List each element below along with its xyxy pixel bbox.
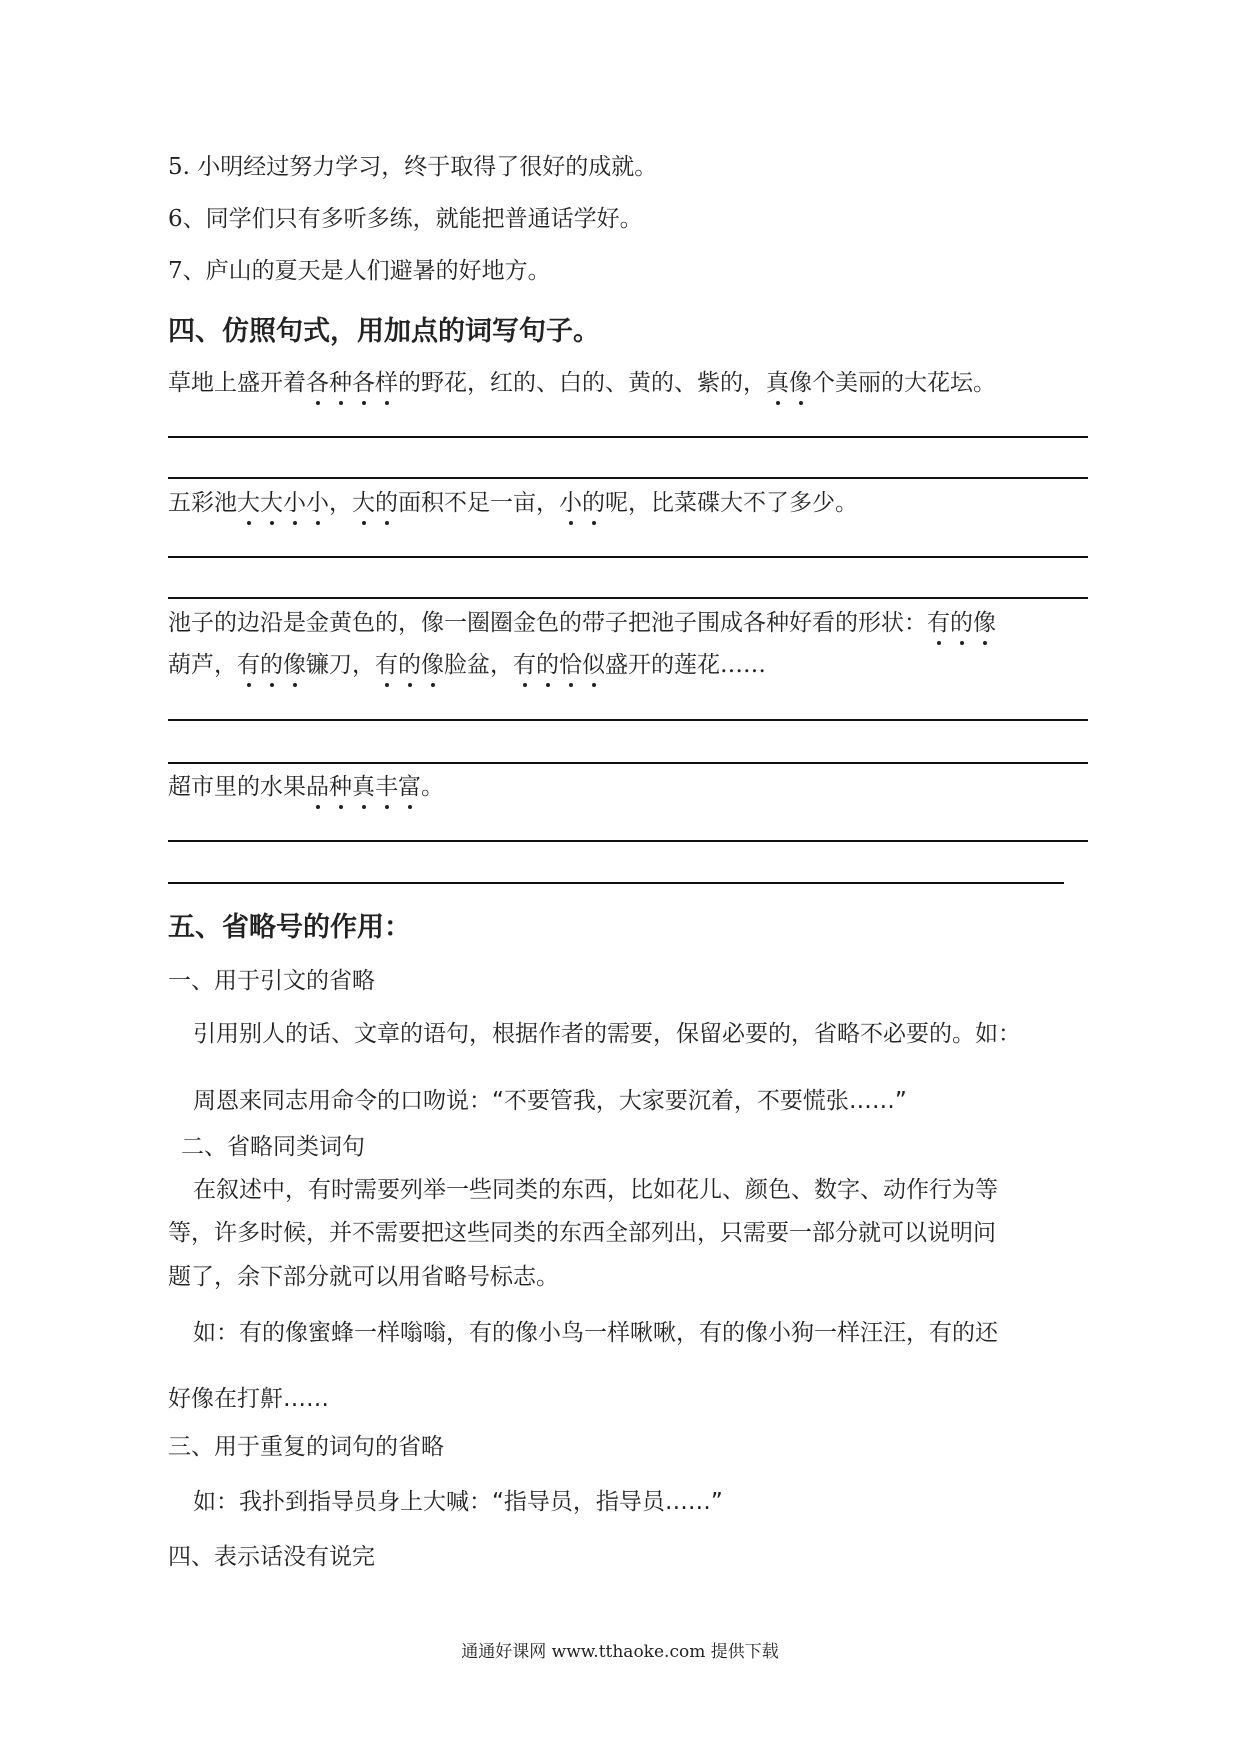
emphasis-dot-char: 小 [283,490,306,516]
ex3-text-2e: 脸盆， [444,652,513,678]
ex1-text-a: 草地上盛开着 [168,370,306,396]
item-3-example: 如：我扑到指导员身上大喊：“指导员，指导员……” [193,1489,723,1515]
ex1-dotted-word-1 [306,370,398,396]
ex2-dotted-word-3 [559,490,605,516]
item-1-description: 引用别人的话、文章的语句，根据作者的需要，保留必要的，省略不必要的。如： [193,1021,1021,1047]
emphasis-dot-char: 大 [237,490,260,516]
emphasis-dot-char: 有 [513,652,536,678]
ex3-dotted-word-4 [513,652,605,678]
item-2-description-line-3: 题了，余下部分就可以用省略号标志。 [168,1264,559,1290]
emphasis-dot-char: 的 [950,610,973,636]
emphasis-dot-char: 品 [306,774,329,800]
emphasis-dot-char: 真 [352,774,375,800]
exercise-3-line-2 [168,650,766,680]
emphasis-dot-char: 像 [973,610,996,636]
item-2-title: 二、省略同类词句 [181,1134,365,1160]
ex3-dotted-word-1 [927,610,996,636]
item-2-example-line-1: 如：有的像蜜蜂一样嗡嗡，有的像小鸟一样啾啾，有的像小狗一样汪汪，有的还 [193,1320,998,1346]
emphasis-dot-char: 种 [329,370,352,396]
emphasis-dot-char: 的 [536,652,559,678]
ex2-dotted-word-2 [352,490,398,516]
emphasis-dot-char: 小 [306,490,329,516]
emphasis-dot-char: 真 [766,370,789,396]
ex3-text-2c: 镰刀， [306,652,375,678]
emphasis-dot-char: 丰 [375,774,398,800]
ex3-text-2g: 盛开的莲花…… [605,652,766,678]
ex3-text-2a: 葫芦， [168,652,237,678]
sentence-7: 7、庐山的夏天是人们避暑的好地方。 [168,258,551,284]
section-5-heading: 五、省略号的作用： [168,912,411,943]
item-1-title: 一、用于引文的省略 [168,968,375,994]
ex3-dotted-word-2 [237,652,306,678]
answer-line[interactable] [168,882,1064,884]
ex2-dotted-word-1 [237,490,329,516]
item-3-title: 三、用于重复的词句的省略 [168,1434,444,1460]
emphasis-dot-char: 有 [237,652,260,678]
emphasis-dot-char: 各 [352,370,375,396]
ex1-text-c: 的野花，红的、白的、黄的、紫的， [398,370,766,396]
page-footer: 通通好课网 www.tthaoke.com 提供下载 [461,1642,779,1662]
item-1-example: 周恩来同志用命令的口吻说：“不要管我，大家要沉着，不要慌张……” [193,1088,907,1114]
emphasis-dot-char: 的 [398,652,421,678]
item-2-description-line-1: 在叙述中，有时需要列举一些同类的东西，比如花儿、颜色、数字、动作行为等 [193,1177,998,1203]
item-4-title: 四、表示话没有说完 [168,1544,375,1570]
ex2-text-e: 面积不足一亩， [398,490,559,516]
ex4-text-a: 超市里的水果 [168,774,306,800]
exercise-1-sentence [168,368,996,398]
emphasis-dot-char: 大 [260,490,283,516]
emphasis-dot-char: 富 [398,774,421,800]
emphasis-dot-char: 似 [582,652,605,678]
emphasis-dot-char: 小 [559,490,582,516]
answer-line[interactable] [168,436,1088,438]
section-4-heading: 四、仿照句式，用加点的词写句子。 [168,316,600,347]
emphasis-dot-char: 有 [927,610,950,636]
ex3-dotted-word-3 [375,652,444,678]
exercise-3-line-1 [168,608,996,638]
emphasis-dot-char: 像 [421,652,444,678]
exercise-2-sentence [168,488,858,518]
answer-line[interactable] [168,840,1088,842]
answer-line[interactable] [168,597,1088,599]
emphasis-dot-char: 各 [306,370,329,396]
ex1-text-e: 个美丽的大花坛。 [812,370,996,396]
emphasis-dot-char: 像 [789,370,812,396]
emphasis-dot-char: 恰 [559,652,582,678]
answer-line[interactable] [168,556,1088,558]
emphasis-dot-char: 像 [283,652,306,678]
emphasis-dot-char: 种 [329,774,352,800]
ex1-dotted-word-2 [766,370,812,396]
item-2-example-line-2: 好像在打鼾…… [168,1386,329,1412]
sentence-6: 6、同学们只有多听多练，就能把普通话学好。 [168,206,643,232]
emphasis-dot-char: 的 [375,490,398,516]
answer-line[interactable] [168,719,1088,721]
answer-line[interactable] [168,762,1088,764]
sentence-5: 5. 小明经过努力学习，终于取得了很好的成就。 [168,154,658,180]
emphasis-dot-char: 有 [375,652,398,678]
ex3-text-1a: 池子的边沿是金黄色的，像一圈圈金色的带子把池子围成各种好看的形状： [168,610,927,636]
emphasis-dot-char: 的 [582,490,605,516]
ex2-text-c: ， [329,490,352,516]
answer-line[interactable] [168,477,1088,479]
ex4-text-c: 。 [421,774,444,800]
exercise-4-sentence [168,772,444,802]
item-2-description-line-2: 等，许多时候，并不需要把这些同类的东西全部列出，只需要一部分就可以说明问 [168,1220,996,1246]
ex2-text-a: 五彩池 [168,490,237,516]
emphasis-dot-char: 大 [352,490,375,516]
emphasis-dot-char: 样 [375,370,398,396]
ex4-dotted-word-1 [306,774,421,800]
emphasis-dot-char: 的 [260,652,283,678]
ex2-text-g: 呢，比菜碟大不了多少。 [605,490,858,516]
